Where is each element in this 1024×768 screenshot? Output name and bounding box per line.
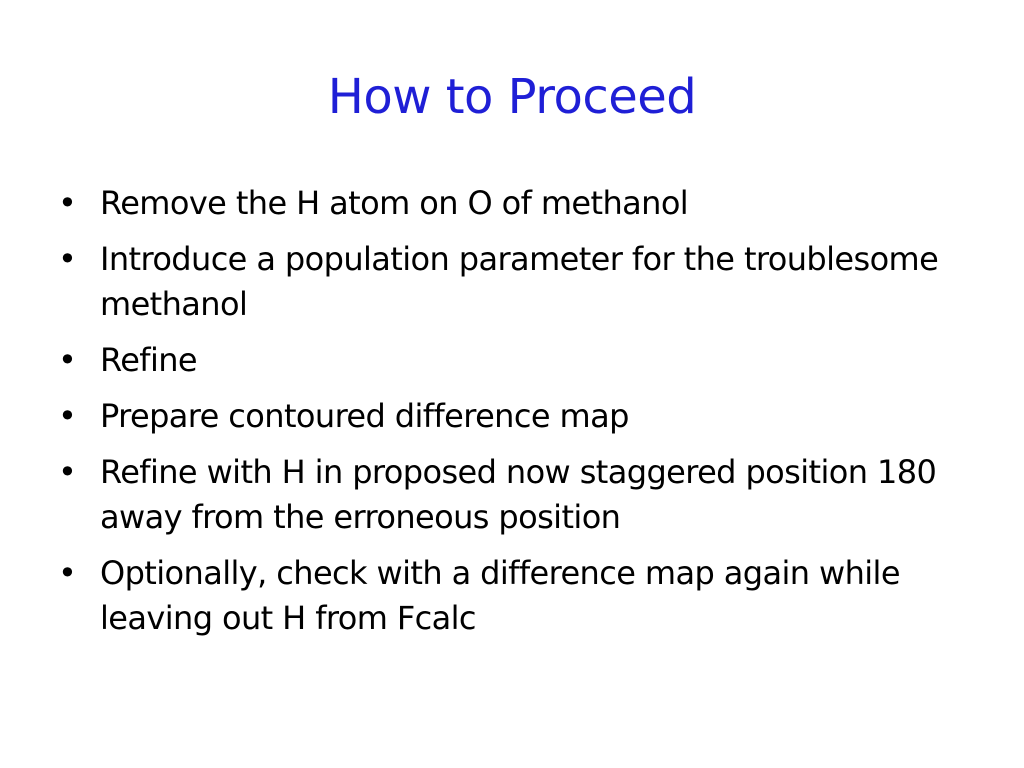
bullet-marker-icon: • [58,554,77,592]
bullet-item-6 [58,551,978,641]
bullet-text-3: Refine [100,341,198,379]
bullet-text-2: Introduce a population parameter for the troublesome methanol [100,240,939,323]
bullet-marker-icon: • [58,397,77,435]
bullet-item-3 [58,338,978,383]
bullet-text-5: Refine with H in proposed now staggered position 180 away from the erroneous position [100,453,937,536]
bullet-text-1: Remove the H atom on O of methanol [100,184,689,222]
bullet-list [58,181,978,652]
bullet-text-4: Prepare contoured difference map [100,397,629,435]
bullet-item-4 [58,394,978,439]
bullet-item-1 [58,181,978,226]
bullet-marker-icon: • [58,341,77,379]
bullet-item-5 [58,450,978,540]
slide-title: How to Proceed [327,69,697,125]
bullet-marker-icon: • [58,184,77,222]
bullet-marker-icon: • [58,240,77,278]
bullet-marker-icon: • [58,453,77,491]
bullet-item-2 [58,237,978,327]
bullet-text-6: Optionally, check with a difference map again while leaving out H from Fcalc [100,554,900,637]
